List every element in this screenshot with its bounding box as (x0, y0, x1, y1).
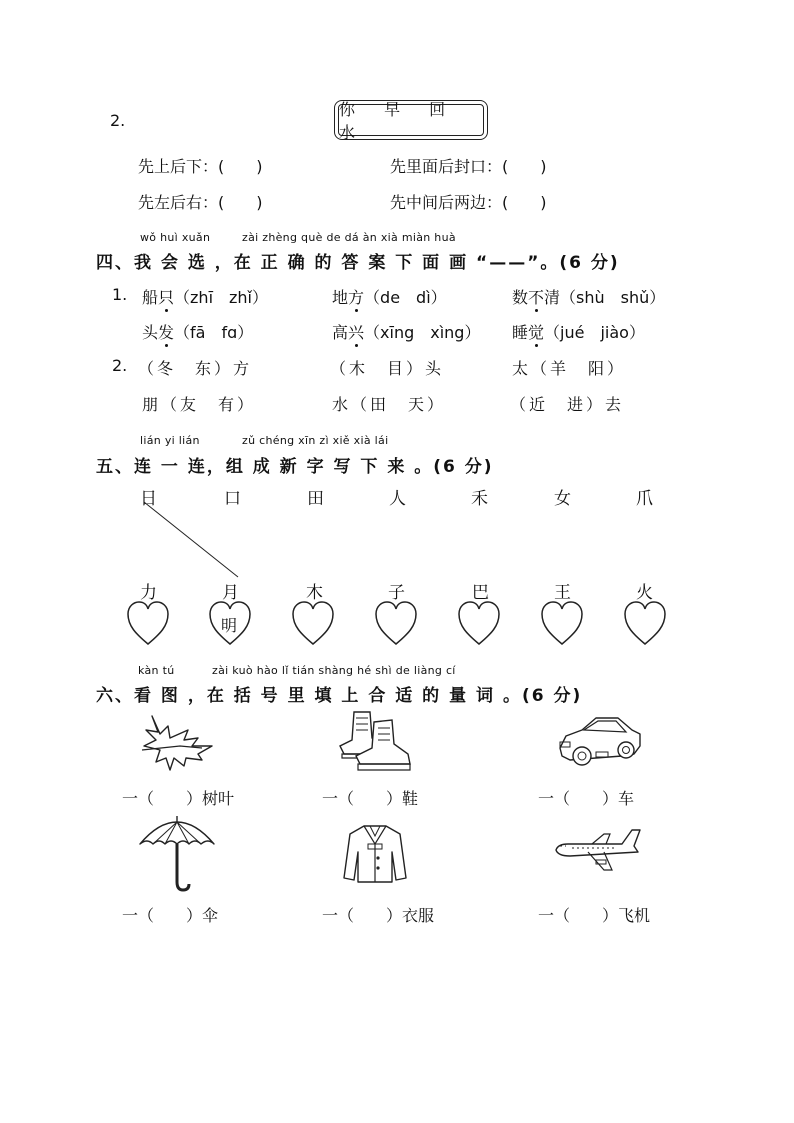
coat-icon (342, 822, 408, 884)
stroke-order-line: 先上后下：( ) (138, 157, 263, 176)
umbrella-icon (138, 814, 216, 892)
char-choice-item: 太（羊 阳） (512, 359, 627, 378)
component-char: 田 (307, 489, 324, 509)
dotted-word-item: 高兴（xīng xìng） (332, 323, 481, 342)
component-char: 禾 (471, 489, 488, 509)
char-choice-item: （冬 东）方 (138, 359, 253, 378)
section-title: 五、连 一 连，组 成 新 字 写 下 来 。(6 分) (96, 457, 494, 477)
component-char: 巴 (472, 583, 489, 603)
measure-word-item: 一（ ）车 (538, 789, 635, 808)
question-number: 2. (110, 111, 126, 130)
section-pinyin: lián yi lián (140, 434, 200, 447)
heart-answer-box[interactable] (374, 600, 418, 646)
section-title: 六、看 图 ，在 括 号 里 填 上 合 适 的 量 词 。(6 分) (96, 686, 583, 706)
section-pinyin: zài zhèng què de dá àn xià miàn huà (242, 231, 456, 244)
dotted-word-item: 地方（de dì） (332, 288, 447, 307)
dotted-char: 只 (158, 288, 175, 307)
stroke-order-line: 先里面后封口：( ) (390, 157, 547, 176)
dotted-char: 觉 (528, 323, 545, 342)
car-icon (556, 712, 642, 772)
measure-word-item: 一（ ）树叶 (122, 789, 235, 808)
heart-answer-box[interactable] (457, 600, 501, 646)
maple-leaf-icon (140, 712, 216, 774)
measure-word-item: 一（ ）衣服 (322, 906, 435, 925)
heart-answer-box[interactable] (623, 600, 667, 646)
item-number: 1. (112, 285, 128, 304)
component-char: 女 (554, 489, 571, 509)
component-char: 爪 (636, 489, 653, 509)
char-choice-item: （近 进）去 (510, 395, 625, 414)
dotted-word-item: 睡觉（jué jiào） (512, 323, 645, 342)
component-char: 木 (306, 583, 323, 603)
component-char: 火 (636, 583, 653, 603)
component-char: 月 (222, 583, 239, 603)
dotted-word-item: 船只（zhī zhǐ） (142, 288, 269, 307)
heart-answer-box[interactable] (126, 600, 170, 646)
component-char: 口 (224, 489, 241, 509)
dotted-char: 兴 (348, 323, 365, 342)
measure-word-item: 一（ ）鞋 (322, 789, 419, 808)
dotted-char: 发 (158, 323, 175, 342)
dotted-char: 方 (348, 288, 365, 307)
item-number: 2. (112, 356, 128, 375)
section-pinyin: kàn tú (138, 664, 175, 677)
section-title: 四、我 会 选 ，在 正 确 的 答 案 下 面 画 “——”。(6 分) (96, 253, 620, 273)
airplane-icon (552, 826, 642, 876)
component-char: 王 (554, 583, 571, 603)
component-char: 日 (140, 489, 157, 509)
component-char: 人 (389, 489, 406, 509)
char-choice-item: 朋（友 有） (142, 395, 257, 414)
measure-word-item: 一（ ）飞机 (538, 906, 651, 925)
dotted-word-item: 头发（fā fɑ） (142, 323, 254, 342)
char-choice-item: 水（田 天） (332, 395, 447, 414)
component-char: 力 (140, 583, 157, 603)
section-pinyin: zài kuò hào lǐ tián shàng hé shì de liàng cí (212, 664, 456, 677)
heart-answer-box[interactable] (540, 600, 584, 646)
section-pinyin: wǒ huì xuǎn (140, 231, 211, 244)
shoes-icon (338, 708, 414, 774)
dotted-char: 不 (528, 288, 545, 307)
heart-answer-box[interactable] (291, 600, 335, 646)
dotted-word-item: 数不清（shù shǔ） (512, 288, 666, 307)
section-pinyin: zǔ chéng xīn zì xiě xià lái (242, 434, 389, 447)
heart-answer-box[interactable] (208, 600, 252, 646)
component-char: 子 (388, 583, 405, 603)
boxed-characters: 你 早 回 水 (338, 104, 484, 136)
heart-answer-text: 明 (221, 616, 238, 635)
stroke-order-line: 先中间后两边：( ) (390, 193, 547, 212)
char-choice-item: （木 目）头 (330, 359, 445, 378)
measure-word-item: 一（ ）伞 (122, 906, 219, 925)
stroke-order-line: 先左后右：( ) (138, 193, 263, 212)
